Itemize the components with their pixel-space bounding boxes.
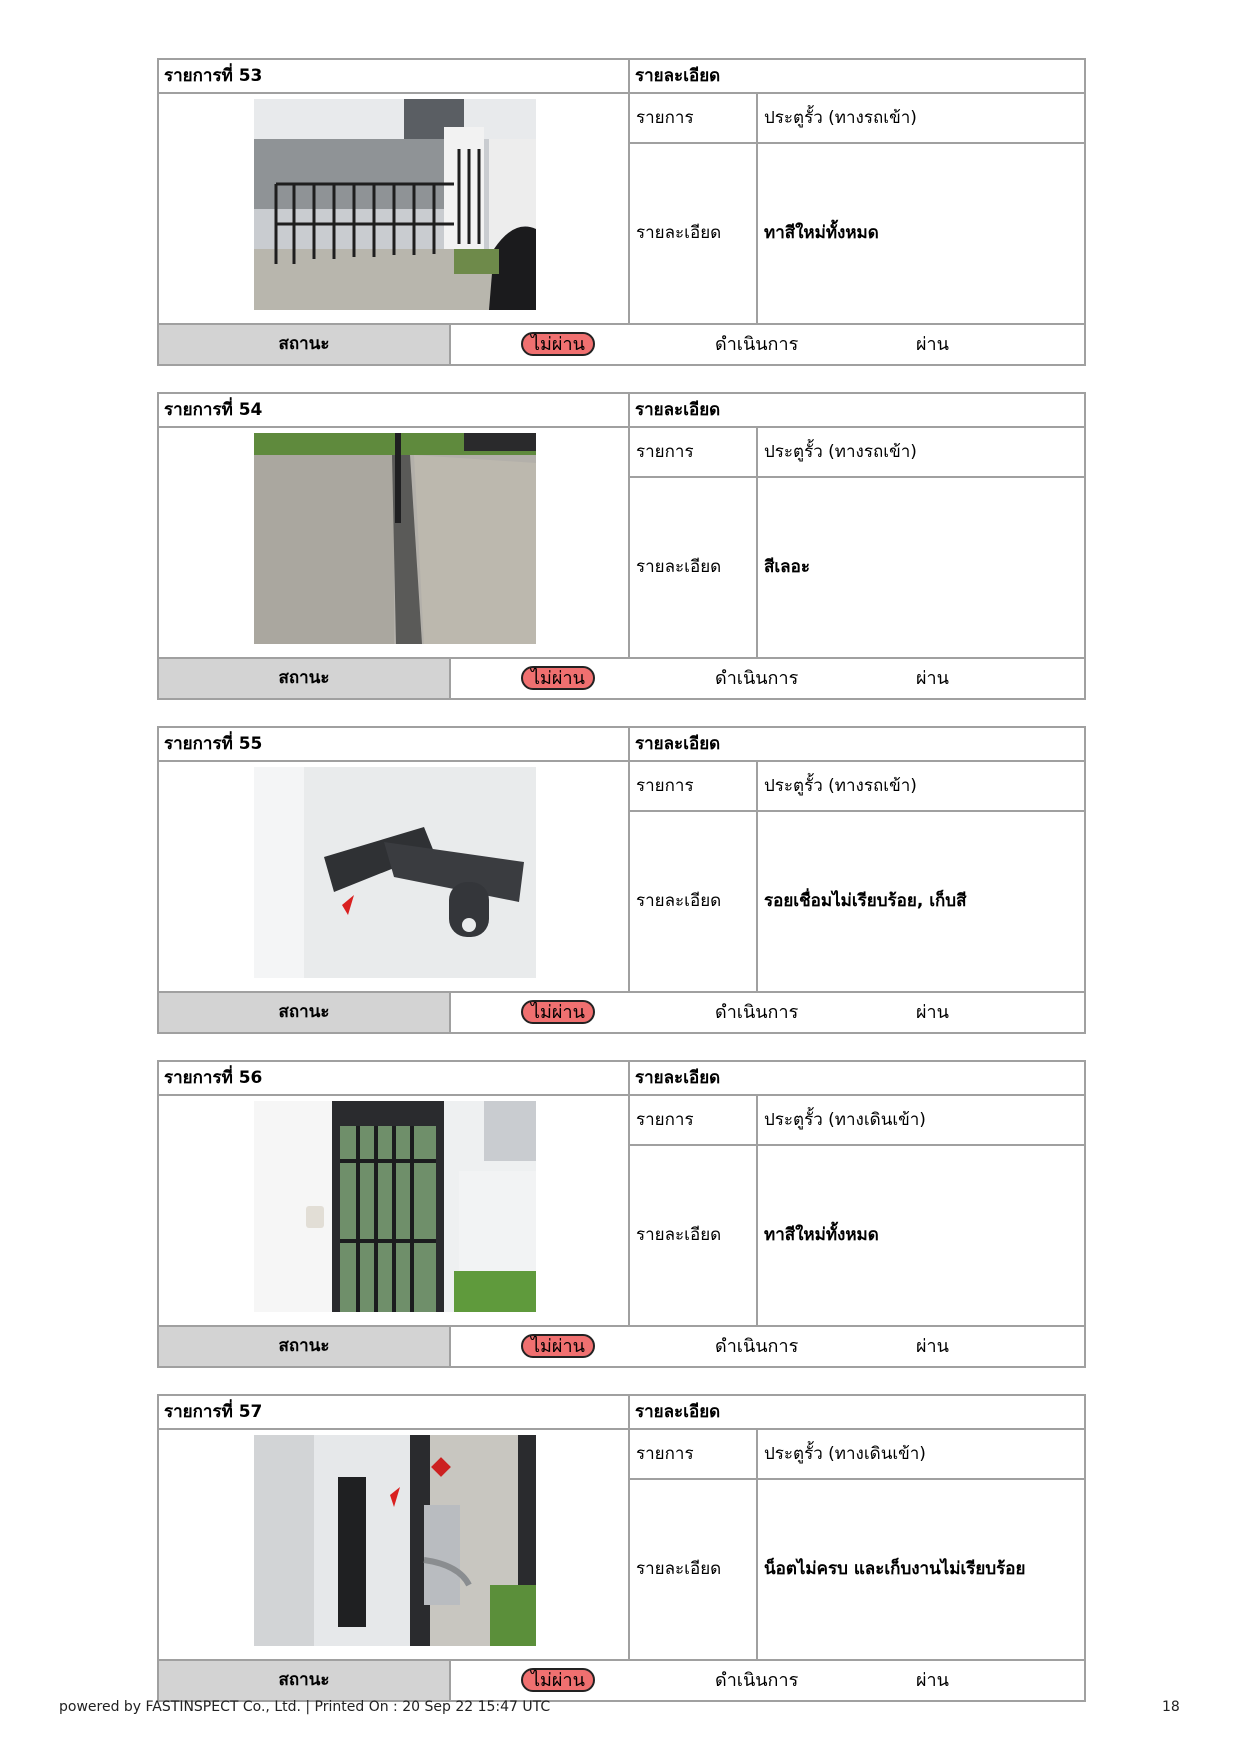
status-label: สถานะ <box>159 1661 451 1700</box>
item-number: รายการที่ 55 <box>159 728 630 762</box>
inspection-card-53 <box>157 58 1086 366</box>
status-label: สถานะ <box>159 325 451 364</box>
item-value: ประตูรั้ว (ทางเดินเข้า) <box>758 1096 1084 1146</box>
status-option-pass[interactable]: ผ่าน <box>916 668 949 689</box>
detail-label: รายละเอียด <box>630 1146 758 1325</box>
detail-label: รายละเอียด <box>630 144 758 323</box>
item-label: รายการ <box>630 428 758 478</box>
detail-value: ทาสีใหม่ทั้งหมด <box>764 1225 879 1245</box>
item-number: รายการที่ 53 <box>159 60 630 94</box>
status-option-pass[interactable]: ผ่าน <box>916 1670 949 1691</box>
photo-cell <box>159 1430 630 1659</box>
inspection-card-55 <box>157 726 1086 1034</box>
status-label: สถานะ <box>159 1327 451 1366</box>
status-option-pass[interactable]: ผ่าน <box>916 1336 949 1357</box>
status-option-in-progress[interactable]: ดำเนินการ <box>715 1336 799 1357</box>
item-value: ประตูรั้ว (ทางรถเข้า) <box>758 94 1084 144</box>
item-label: รายการ <box>630 1430 758 1480</box>
inspection-card-54 <box>157 392 1086 700</box>
detail-label: รายละเอียด <box>630 1480 758 1659</box>
status-row <box>159 323 1084 364</box>
detail-value: ทาสีใหม่ทั้งหมด <box>764 223 879 243</box>
item-label: รายการ <box>630 762 758 812</box>
item-number: รายการที่ 54 <box>159 394 630 428</box>
status-row <box>159 1659 1084 1700</box>
status-option-pass[interactable]: ผ่าน <box>916 334 949 355</box>
item-label: รายการ <box>630 1096 758 1146</box>
status-label: สถานะ <box>159 659 451 698</box>
detail-value: สีเลอะ <box>764 557 810 577</box>
page-number: 18 <box>1162 1699 1180 1715</box>
detail-value: รอยเชื่อมไม่เรียบร้อย, เก็บสี <box>764 891 967 911</box>
status-row <box>159 657 1084 698</box>
status-option-fail[interactable]: ไม่ผ่าน <box>521 332 595 356</box>
detail-label: รายละเอียด <box>630 478 758 657</box>
inspection-card-56 <box>157 1060 1086 1368</box>
status-option-fail[interactable]: ไม่ผ่าน <box>521 1668 595 1692</box>
item-value: ประตูรั้ว (ทางรถเข้า) <box>758 428 1084 478</box>
item-value: ประตูรั้ว (ทางรถเข้า) <box>758 762 1084 812</box>
status-row <box>159 991 1084 1032</box>
photo-cell <box>159 1096 630 1325</box>
status-option-in-progress[interactable]: ดำเนินการ <box>715 668 799 689</box>
detail-header: รายละเอียด <box>630 1396 1084 1430</box>
item-number: รายการที่ 57 <box>159 1396 630 1430</box>
detail-header: รายละเอียด <box>630 60 1084 94</box>
inspection-photo[interactable] <box>254 433 536 644</box>
detail-label: รายละเอียด <box>630 812 758 991</box>
inspection-photo[interactable] <box>254 1435 536 1646</box>
footer-text: powered by FASTINSPECT Co., Ltd. | Printed On : 20 Sep 22 15:47 UTC <box>59 1699 551 1715</box>
status-label: สถานะ <box>159 993 451 1032</box>
status-row <box>159 1325 1084 1366</box>
status-option-in-progress[interactable]: ดำเนินการ <box>715 334 799 355</box>
item-label: รายการ <box>630 94 758 144</box>
photo-cell <box>159 428 630 657</box>
detail-header: รายละเอียด <box>630 394 1084 428</box>
status-option-in-progress[interactable]: ดำเนินการ <box>715 1002 799 1023</box>
inspection-photo[interactable] <box>254 1101 536 1312</box>
item-value: ประตูรั้ว (ทางเดินเข้า) <box>758 1430 1084 1480</box>
detail-header: รายละเอียด <box>630 728 1084 762</box>
photo-cell <box>159 94 630 323</box>
detail-value: น็อตไม่ครบ และเก็บงานไม่เรียบร้อย <box>764 1559 1026 1579</box>
detail-header: รายละเอียด <box>630 1062 1084 1096</box>
status-option-pass[interactable]: ผ่าน <box>916 1002 949 1023</box>
status-option-in-progress[interactable]: ดำเนินการ <box>715 1670 799 1691</box>
item-number: รายการที่ 56 <box>159 1062 630 1096</box>
status-option-fail[interactable]: ไม่ผ่าน <box>521 666 595 690</box>
inspection-photo[interactable] <box>254 99 536 310</box>
inspection-card-57 <box>157 1394 1086 1702</box>
inspection-photo[interactable] <box>254 767 536 978</box>
status-option-fail[interactable]: ไม่ผ่าน <box>521 1000 595 1024</box>
photo-cell <box>159 762 630 991</box>
status-option-fail[interactable]: ไม่ผ่าน <box>521 1334 595 1358</box>
